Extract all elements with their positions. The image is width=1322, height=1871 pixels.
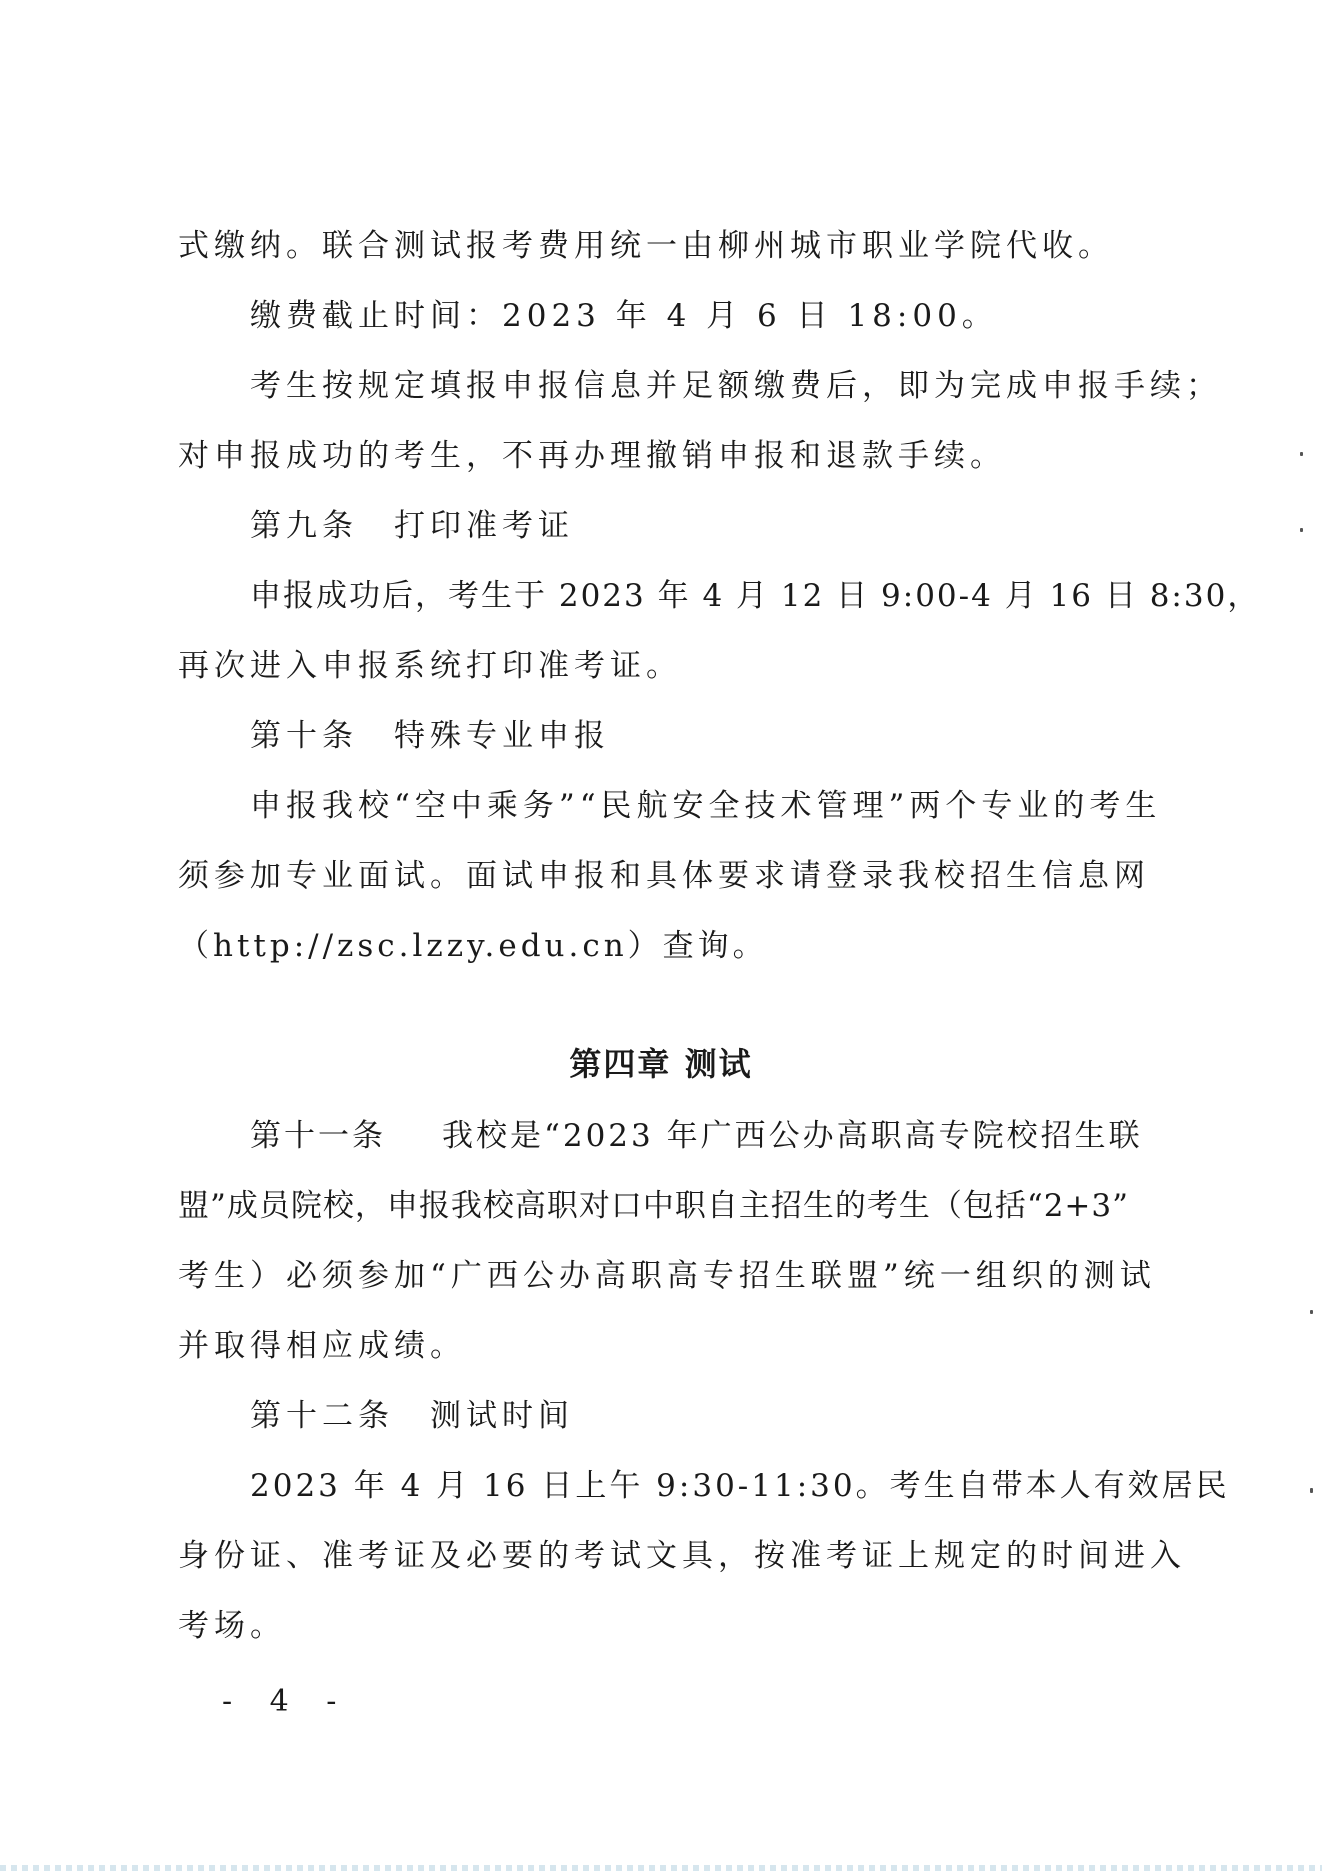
scan-speck <box>1310 1488 1313 1493</box>
test-time-line: 2023 年 4 月 16 日上午 9:30-11:30。考生自带本人有效居民 <box>250 1468 1230 1504</box>
article-10-heading <box>250 716 1180 756</box>
article-12-heading <box>250 1396 1180 1436</box>
body-line: 申报成功后，考生于 2023 年 4 月 12 日 9:00-4 月 16 日 8:30， <box>250 578 1261 614</box>
body-line: 身份证、准考证及必要的考试文具，按准考证上规定的时间进入 <box>178 1538 1186 1574</box>
body-line: 考场。 <box>178 1608 286 1644</box>
body-line: 考生按规定填报申报信息并足额缴费后，即为完成申报手续； <box>250 368 1222 404</box>
body-line: “2023 年广西公办高职高专院校招生联 <box>544 1118 1143 1154</box>
article-9-title: 打印准考证 <box>394 508 574 544</box>
body-line: 并取得相应成绩。 <box>178 1328 466 1364</box>
article-10-number: 第十条 <box>250 718 358 754</box>
scan-speck <box>1300 528 1303 532</box>
website-line: （http://zsc.lzzy.edu.cn）查询。 <box>178 928 768 964</box>
article-11-number: 第十一条 <box>250 1118 386 1154</box>
article-9-number: 第九条 <box>250 508 358 544</box>
scan-speck <box>1310 1310 1313 1314</box>
article-12-number: 第十二条 <box>250 1398 394 1434</box>
chapter-heading: 第四章 测试 <box>569 1045 753 1083</box>
body-line: 对申报成功的考生，不再办理撤销申报和退款手续。 <box>178 438 1006 474</box>
body-line: 再次进入申报系统打印准考证。 <box>178 648 682 684</box>
article-11-intro: 我校是 <box>442 1118 544 1154</box>
body-line: 盟”成员院校，申报我校高职对口中职自主招生的考生（包括“2+3” <box>178 1188 1129 1224</box>
body-line: 须参加专业面试。面试申报和具体要求请登录我校招生信息网 <box>178 858 1150 894</box>
article-11-heading <box>250 1116 1180 1156</box>
article-12-title: 测试时间 <box>430 1398 574 1434</box>
body-line: 申报我校“空中乘务”“民航安全技术管理”两个专业的考生 <box>250 788 1162 824</box>
article-10-title: 特殊专业申报 <box>394 718 610 754</box>
scan-speck <box>1300 452 1303 456</box>
body-line: 式缴纳。联合测试报考费用统一由柳州城市职业学院代收。 <box>178 228 1114 264</box>
scan-bottom-edge <box>0 1865 1322 1871</box>
payment-deadline-line: 缴费截止时间：2023 年 4 月 6 日 18:00。 <box>250 298 998 334</box>
page-number: - 4 - <box>222 1684 351 1719</box>
body-line: 考生）必须参加“广西公办高职高专招生联盟”统一组织的测试 <box>178 1258 1156 1294</box>
article-9-heading <box>250 506 1180 546</box>
